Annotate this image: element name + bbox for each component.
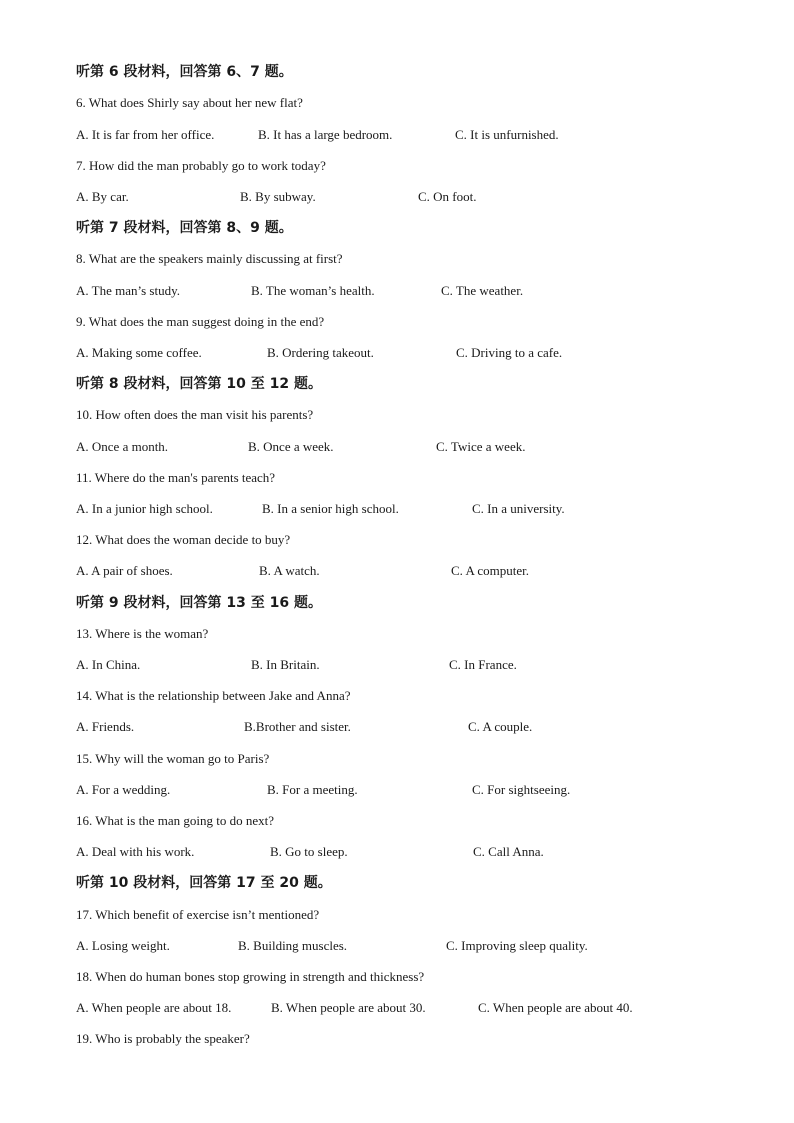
option-b: B. In a senior high school. (262, 501, 399, 516)
option-a: A. It is far from her office. (76, 127, 215, 142)
option-c: C. Improving sleep quality. (446, 938, 588, 953)
section-heading: 听第 7 段材料，回答第 8、9 题。 (76, 220, 293, 236)
question-text: 17. Which benefit of exercise isn’t mentioned? (76, 907, 320, 922)
question-text: 18. When do human bones stop growing in strength and thickness? (76, 969, 425, 984)
option-a: A. The man’s study. (76, 283, 180, 298)
section-heading: 听第 6 段材料，回答第 6、7 题。 (76, 64, 293, 80)
option-a: A. For a wedding. (76, 782, 171, 797)
option-b: B. It has a large bedroom. (258, 127, 393, 142)
option-c: C. For sightseeing. (472, 782, 571, 797)
option-a: A. In a junior high school. (76, 501, 213, 516)
option-a: A. Making some coffee. (76, 345, 202, 360)
option-c: C. The weather. (441, 283, 524, 298)
option-c: C. A computer. (451, 563, 529, 578)
question-text: 15. Why will the woman go to Paris? (76, 751, 270, 766)
question-text: 7. How did the man probably go to work today? (76, 158, 326, 173)
option-a: A. Losing weight. (76, 938, 170, 953)
option-b: B. For a meeting. (267, 782, 358, 797)
option-c: C. It is unfurnished. (455, 127, 559, 142)
option-c: C. When people are about 40. (478, 1000, 633, 1015)
question-text: 19. Who is probably the speaker? (76, 1031, 250, 1046)
option-c: C. On foot. (418, 189, 477, 204)
option-b: B.Brother and sister. (244, 719, 351, 734)
option-a: A. In China. (76, 657, 141, 672)
section-heading: 听第 10 段材料，回答第 17 至 20 题。 (76, 875, 332, 891)
question-text: 11. Where do the man's parents teach? (76, 470, 276, 485)
question-text: 9. What does the man suggest doing in the end? (76, 314, 325, 329)
option-b: B. Ordering takeout. (267, 345, 374, 360)
option-a: A. Friends. (76, 719, 135, 734)
option-c: C. Twice a week. (436, 439, 526, 454)
option-b: B. Go to sleep. (270, 844, 348, 859)
option-b: B. A watch. (259, 563, 320, 578)
option-a: A. By car. (76, 189, 129, 204)
option-a: A. Once a month. (76, 439, 169, 454)
option-b: B. Once a week. (248, 439, 334, 454)
option-c: C. In France. (449, 657, 517, 672)
question-text: 6. What does Shirly say about her new flat? (76, 95, 303, 110)
option-b: B. Building muscles. (238, 938, 348, 953)
question-text: 12. What does the woman decide to buy? (76, 532, 291, 547)
option-c: C. Call Anna. (473, 844, 544, 859)
question-text: 13. Where is the woman? (76, 626, 209, 641)
option-a: A. Deal with his work. (76, 844, 195, 859)
question-text: 10. How often does the man visit his parents? (76, 407, 314, 422)
option-b: B. When people are about 30. (271, 1000, 426, 1015)
option-b: B. By subway. (240, 189, 316, 204)
question-text: 8. What are the speakers mainly discussing at first? (76, 251, 343, 266)
option-a: A. A pair of shoes. (76, 563, 173, 578)
question-text: 14. What is the relationship between Jake and Anna? (76, 688, 351, 703)
section-heading: 听第 9 段材料，回答第 13 至 16 题。 (76, 595, 322, 611)
option-b: B. The woman’s health. (251, 283, 375, 298)
option-c: C. In a university. (472, 501, 565, 516)
option-b: B. In Britain. (251, 657, 320, 672)
option-a: A. When people are about 18. (76, 1000, 232, 1015)
question-text: 16. What is the man going to do next? (76, 813, 274, 828)
option-c: C. A couple. (468, 719, 533, 734)
option-c: C. Driving to a cafe. (456, 345, 563, 360)
section-heading: 听第 8 段材料，回答第 10 至 12 题。 (76, 376, 322, 392)
